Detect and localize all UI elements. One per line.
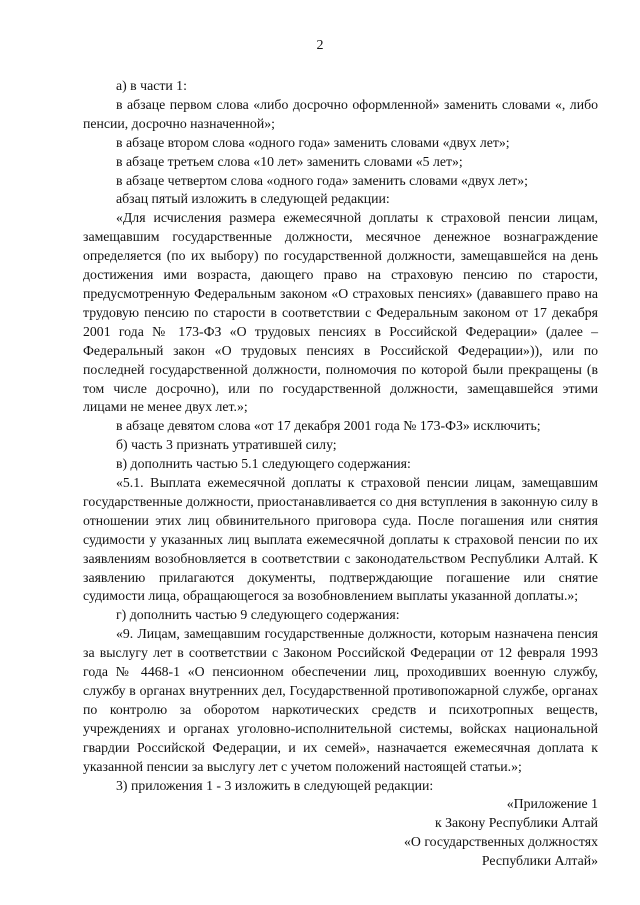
paragraph-abzac-2: в абзаце втором слова «одного года» заменить словами «двух лет»; xyxy=(116,134,510,150)
paragraph-abzac-4: в абзаце четвертом слова «одного года» заменить словами «двух лет»; xyxy=(116,172,529,188)
paragraph-abzac-9: в абзаце девятом слова «от 17 декабря 2001 года № 173-ФЗ» исключить; xyxy=(116,418,541,434)
appendix-line: «О государственных должностях xyxy=(404,834,598,850)
paragraph-abzac-1: в абзаце первом слова «либо досрочно оформленной» заменить словами «, либо пенсии, досрочно назначенной»; xyxy=(83,96,598,131)
page-number: 2 xyxy=(316,38,324,53)
paragraph-item-3: 3) приложения 1 - 3 изложить в следующей редакции: xyxy=(116,777,434,793)
appendix-line: Республики Алтай» xyxy=(481,853,598,869)
document-body xyxy=(83,77,598,871)
paragraph-item-a: а) в части 1: xyxy=(116,78,187,93)
paragraph-abzac-5-intro: абзац пятый изложить в следующей редакции: xyxy=(116,191,390,207)
paragraph-part-5-1: «5.1. Выплата ежемесячной доплаты к страховой пенсии лицам, замещавшим государственные должности, приостанавливается со дня вступления в законную силу в отношении этих лиц обвинительного приговора суда. После погашения или снятия судимости у указанных лиц выплата ежемесячной доплаты к страховой пенсии по их заявлениям возобновляется в соответствии с законодательством Республики Алтай. К заявлению прилагаются документы, подтверждающие погашение или снятие судимости лица, обращающегося за возобновлением выплаты указанной доплаты.»; xyxy=(83,475,598,604)
appendix-line: «Приложение 1 xyxy=(506,796,598,812)
paragraph-item-b: б) часть 3 признать утратившей силу; xyxy=(116,437,337,453)
paragraph-abzac-5-text: «Для исчисления размера ежемесячной доплаты к страховой пенсии лицам, замещавшим государственные должности, месячное денежное вознаграждение определяется (по их выбору) по государственной должности, замещавшейся на день достижения ими возраста, дающего право на страховую пенсию по старости, предусмотренную Федеральным законом «О страховых пенсиях» (дававшего право на трудовую пенсию по старости в соответствии с Федеральным законом от 17 декабря 2001 года № 173-ФЗ «О трудовых пенсиях в Российской Федерации» (далее – Федеральный закон «О трудовых пенсиях в Российской Федерации»)), или по последней государственной должности, полномочия по которой были прекращены (в том числе досрочно), или по государственной должности, замещавшейся этими лицами не менее двух лет.»; xyxy=(83,210,598,415)
paragraph-item-v: в) дополнить частью 5.1 следующего содержания: xyxy=(116,456,411,472)
paragraph-abzac-3: в абзаце третьем слова «10 лет» заменить словами «5 лет»; xyxy=(116,153,463,169)
paragraph-item-g: г) дополнить частью 9 следующего содержания: xyxy=(116,607,400,623)
appendix-heading xyxy=(83,795,598,871)
appendix-line: к Закону Республики Алтай xyxy=(434,815,598,831)
paragraph-part-9: «9. Лицам, замещавшим государственные должности, которым назначена пенсия за выслугу лет в соответствии с Законом Российской Федерации от 12 февраля 1993 года № 4468-1 «О пенсионном обеспечении лиц, проходивших военную службу, службу в органах внутренних дел, Государственной противопожарной службе, органах по контролю за оборотом наркотических средств и психотропных веществ, учреждениях и органах уголовно-исполнительной системы, войсках национальной гвардии Российской Федерации, и их семей», назначается ежемесячная доплата к указанной пенсии за выслугу лет с учетом положений настоящей статьи.»; xyxy=(83,626,598,774)
